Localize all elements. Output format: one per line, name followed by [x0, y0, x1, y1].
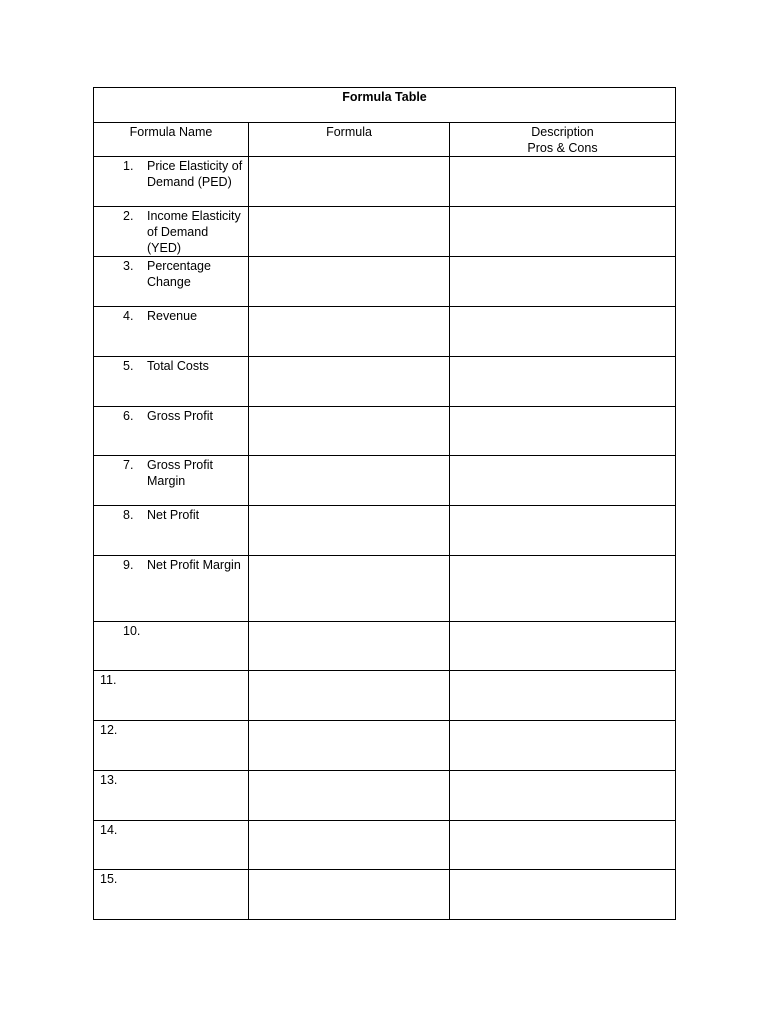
formula-name-cell[interactable]	[94, 821, 249, 870]
row-number: 13.	[100, 773, 118, 787]
formula-name: Total Costs	[147, 359, 209, 373]
table-row	[94, 506, 676, 556]
row-number: 1.	[123, 159, 134, 173]
description-cell[interactable]	[450, 257, 676, 307]
formula-name-cell	[94, 456, 249, 506]
formula-name-cell	[94, 506, 249, 556]
description-cell[interactable]	[450, 721, 676, 771]
header-formula: Formula	[249, 123, 450, 157]
row-number: 2.	[123, 209, 134, 223]
table-row	[94, 257, 676, 307]
formula-name-cell[interactable]	[94, 671, 249, 721]
formula-name-cell	[94, 556, 249, 622]
formula-name-cell	[94, 357, 249, 407]
description-cell[interactable]	[450, 821, 676, 870]
table-row	[94, 821, 676, 870]
row-number: 6.	[123, 409, 134, 423]
description-cell[interactable]	[450, 556, 676, 622]
formula-cell[interactable]	[249, 622, 450, 671]
row-number: 15.	[100, 872, 118, 886]
formula-cell[interactable]	[249, 207, 450, 257]
formula-cell[interactable]	[249, 157, 450, 207]
title-row	[94, 88, 676, 123]
row-number: 3.	[123, 259, 134, 273]
formula-cell[interactable]	[249, 556, 450, 622]
description-cell[interactable]	[450, 157, 676, 207]
table-row	[94, 556, 676, 622]
formula-name-cell[interactable]	[94, 721, 249, 771]
table-row	[94, 157, 676, 207]
formula-name-cell[interactable]	[94, 622, 249, 671]
formula-name-cell[interactable]	[94, 771, 249, 821]
formula-cell[interactable]	[249, 257, 450, 307]
formula-name: Revenue	[147, 309, 198, 323]
formula-cell[interactable]	[249, 307, 450, 357]
formula-name: Income Elasticity of Demand (YED)	[147, 209, 241, 255]
table-row	[94, 207, 676, 257]
formula-cell[interactable]	[249, 357, 450, 407]
row-number: 7.	[123, 458, 134, 472]
table-row	[94, 407, 676, 456]
description-cell[interactable]	[450, 456, 676, 506]
table-row	[94, 870, 676, 920]
description-cell[interactable]	[450, 622, 676, 671]
formula-cell[interactable]	[249, 771, 450, 821]
table-row	[94, 357, 676, 407]
formula-name: Gross Profit Margin	[147, 458, 213, 488]
formula-name: Net Profit	[147, 508, 200, 522]
table-row	[94, 456, 676, 506]
header-description-line2: Pros & Cons	[527, 141, 598, 155]
row-number: 10.	[123, 624, 141, 638]
formula-name-cell	[94, 207, 249, 257]
row-number: 11.	[100, 673, 117, 687]
description-cell[interactable]	[450, 207, 676, 257]
formula-table	[93, 87, 676, 920]
table-title: Formula Table	[94, 88, 676, 123]
formula-name	[147, 623, 244, 639]
row-number: 14.	[100, 823, 118, 837]
description-cell[interactable]	[450, 407, 676, 456]
header-row	[94, 123, 676, 157]
table-row	[94, 721, 676, 771]
row-number: 4.	[123, 309, 134, 323]
header-description-line1: Description	[531, 125, 594, 139]
formula-cell[interactable]	[249, 456, 450, 506]
formula-cell[interactable]	[249, 870, 450, 920]
formula-name: Gross Profit	[147, 409, 213, 423]
row-number: 8.	[123, 508, 134, 522]
table-row	[94, 622, 676, 671]
table-row	[94, 307, 676, 357]
row-number: 9.	[123, 558, 134, 572]
description-cell[interactable]	[450, 506, 676, 556]
formula-cell[interactable]	[249, 506, 450, 556]
table-row	[94, 671, 676, 721]
formula-name: Price Elasticity of Demand (PED)	[147, 159, 243, 189]
formula-name-cell	[94, 157, 249, 207]
formula-cell[interactable]	[249, 407, 450, 456]
header-formula-name: Formula Name	[94, 123, 249, 157]
formula-cell[interactable]	[249, 721, 450, 771]
formula-name-cell[interactable]	[94, 870, 249, 920]
formula-cell[interactable]	[249, 821, 450, 870]
description-cell[interactable]	[450, 307, 676, 357]
formula-name: Net Profit Margin	[147, 558, 241, 572]
formula-name: Percentage Change	[147, 259, 211, 289]
formula-name-cell	[94, 407, 249, 456]
table-row	[94, 771, 676, 821]
formula-name-cell	[94, 257, 249, 307]
formula-cell[interactable]	[249, 671, 450, 721]
header-description	[450, 123, 676, 157]
description-cell[interactable]	[450, 357, 676, 407]
description-cell[interactable]	[450, 771, 676, 821]
formula-name-cell	[94, 307, 249, 357]
row-number: 12.	[100, 723, 118, 737]
description-cell[interactable]	[450, 870, 676, 920]
description-cell[interactable]	[450, 671, 676, 721]
row-number: 5.	[123, 359, 134, 373]
